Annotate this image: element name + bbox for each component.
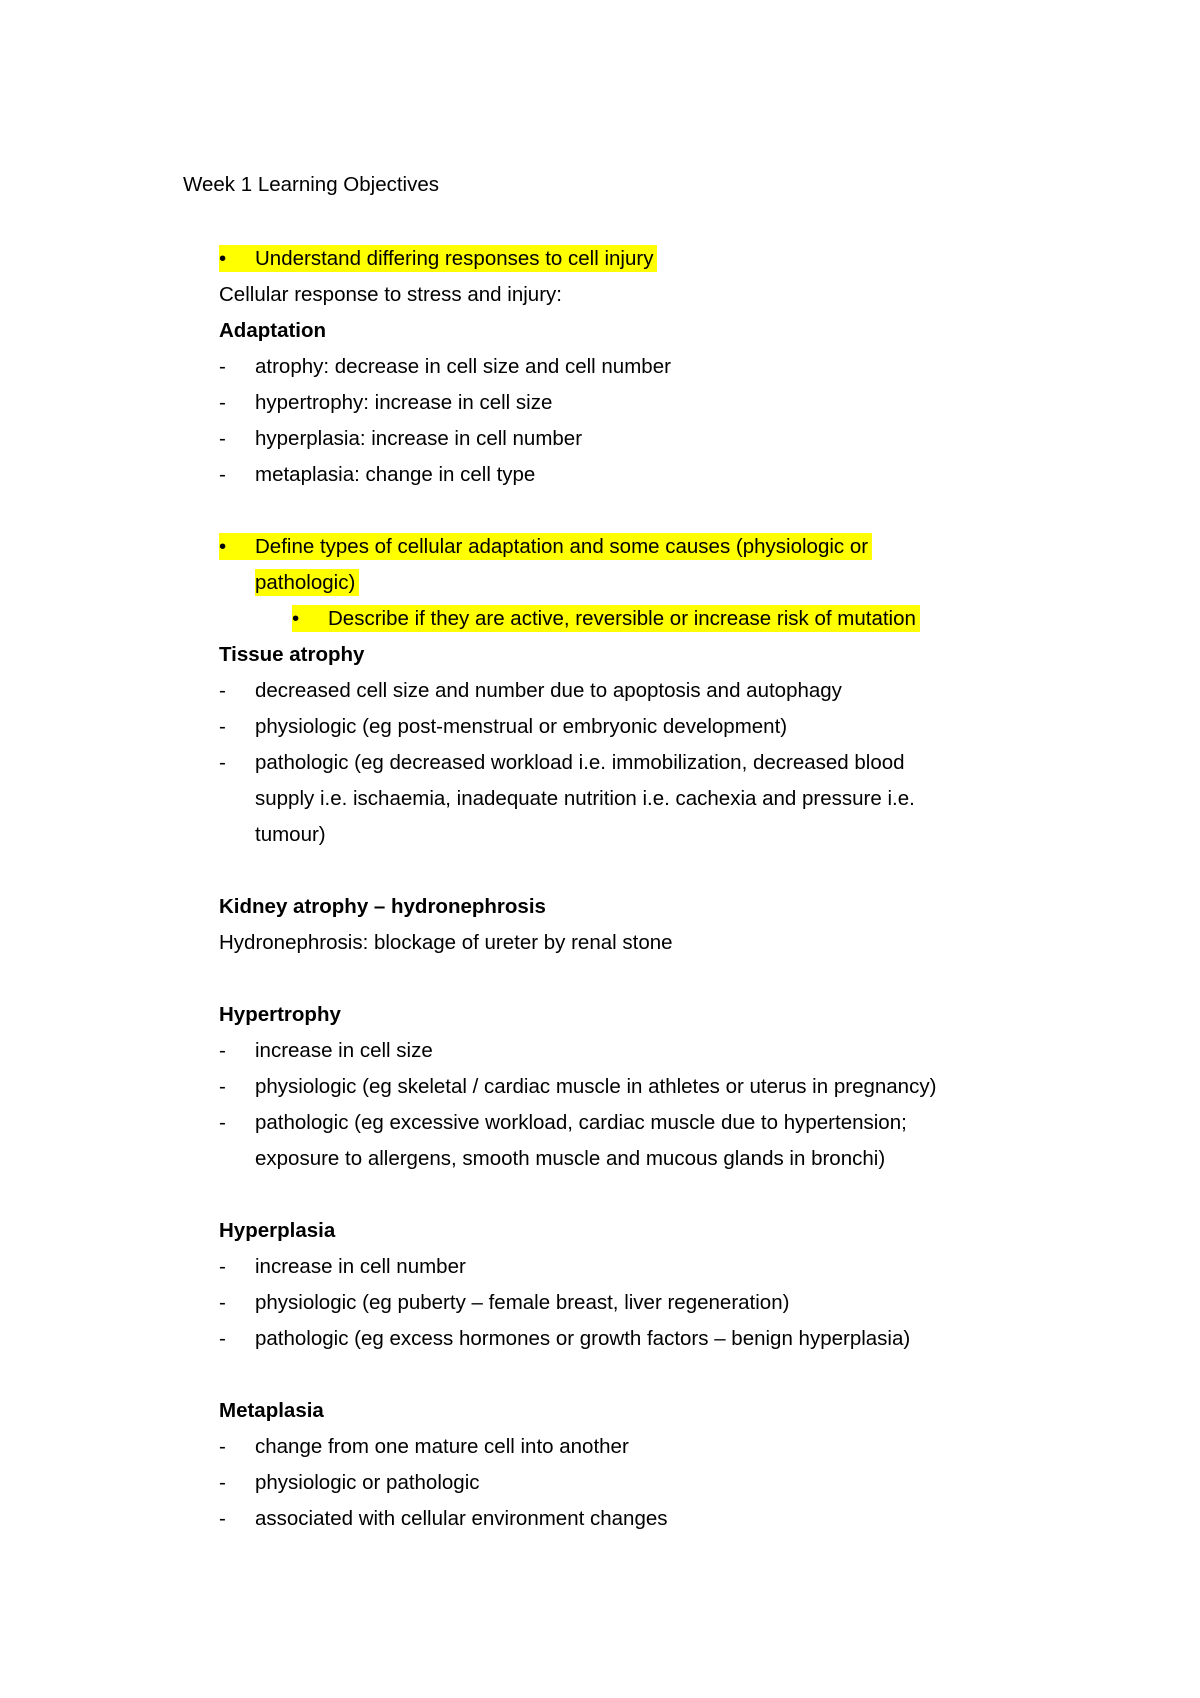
- list-item-text: hyperplasia: increase in cell number: [255, 427, 583, 450]
- objective-3-text: Describe if they are active, reversible or increase risk of mutation: [328, 607, 916, 630]
- list-item: [219, 1253, 466, 1281]
- tissue-atrophy-heading: Tissue atrophy: [219, 643, 365, 666]
- list-item-text: metaplasia: change in cell type: [255, 463, 536, 486]
- list-item-text: physiologic (eg post-menstrual or embryonic development): [255, 715, 788, 738]
- list-item-continuation: tumour): [255, 823, 326, 846]
- list-item: [219, 353, 671, 381]
- objective-3: [292, 605, 920, 633]
- bullet-icon: •: [292, 607, 300, 630]
- list-item: [219, 677, 842, 705]
- list-item-continuation: supply i.e. ischaemia, inadequate nutrition i.e. cachexia and pressure i.e.: [255, 787, 915, 810]
- dash-icon: -: [219, 1075, 226, 1098]
- dash-icon: -: [219, 391, 226, 414]
- list-item: [219, 713, 787, 741]
- list-item-text: atrophy: decrease in cell size and cell number: [255, 355, 671, 378]
- intro-text: Cellular response to stress and injury:: [219, 283, 562, 306]
- list-item-text: increase in cell number: [255, 1255, 466, 1278]
- dash-icon: -: [219, 355, 226, 378]
- page-title: Week 1 Learning Objectives: [183, 173, 440, 196]
- metaplasia-heading: Metaplasia: [219, 1399, 324, 1422]
- highlighted-objective-3: [292, 605, 920, 632]
- objective-2: [219, 533, 872, 561]
- dash-icon: -: [219, 1255, 226, 1278]
- list-item: [219, 749, 905, 777]
- list-item: [219, 1325, 910, 1353]
- dash-icon: -: [219, 1039, 226, 1062]
- list-item: [219, 1109, 907, 1137]
- list-item: [219, 1289, 789, 1317]
- dash-icon: -: [219, 427, 226, 450]
- objective-2-line2: pathologic): [255, 569, 359, 596]
- bullet-icon: •: [219, 535, 227, 558]
- dash-icon: -: [219, 715, 226, 738]
- objective-2-text: Define types of cellular adaptation and some causes (physiologic or: [255, 535, 869, 558]
- list-item: [219, 461, 535, 489]
- list-item: [219, 1469, 480, 1497]
- objective-1-text: Understand differing responses to cell injury: [255, 247, 654, 270]
- list-item-text: physiologic (eg puberty – female breast, liver regeneration): [255, 1291, 790, 1314]
- list-item-text: physiologic or pathologic: [255, 1471, 480, 1494]
- bullet-icon: •: [219, 247, 227, 270]
- list-item-text: associated with cellular environment changes: [255, 1507, 668, 1530]
- dash-icon: -: [219, 463, 226, 486]
- objective-1: [219, 245, 657, 273]
- hyperplasia-heading: Hyperplasia: [219, 1219, 336, 1242]
- list-item: [219, 1433, 629, 1461]
- dash-icon: -: [219, 679, 226, 702]
- dash-icon: -: [219, 1507, 226, 1530]
- adaptation-heading: Adaptation: [219, 319, 327, 342]
- list-item-text: change from one mature cell into another: [255, 1435, 629, 1458]
- dash-icon: -: [219, 751, 226, 774]
- list-item: [219, 1073, 936, 1101]
- list-item-text: increase in cell size: [255, 1039, 433, 1062]
- list-item: [219, 1505, 668, 1533]
- dash-icon: -: [219, 1327, 226, 1350]
- hypertrophy-heading: Hypertrophy: [219, 1003, 341, 1026]
- objective-2-continuation: [255, 569, 359, 597]
- dash-icon: -: [219, 1435, 226, 1458]
- dash-icon: -: [219, 1471, 226, 1494]
- dash-icon: -: [219, 1291, 226, 1314]
- highlighted-objective-1: [219, 245, 657, 272]
- kidney-text: Hydronephrosis: blockage of ureter by renal stone: [219, 931, 673, 954]
- dash-icon: -: [219, 1111, 226, 1134]
- list-item-text: decreased cell size and number due to apoptosis and autophagy: [255, 679, 842, 702]
- list-item-text: physiologic (eg skeletal / cardiac muscle in athletes or uterus in pregnancy): [255, 1075, 937, 1098]
- list-item: [219, 425, 582, 453]
- list-item: [219, 389, 552, 417]
- list-item-text: pathologic (eg excess hormones or growth factors – benign hyperplasia): [255, 1327, 911, 1350]
- list-item-continuation: exposure to allergens, smooth muscle and mucous glands in bronchi): [255, 1147, 886, 1170]
- list-item-text: hypertrophy: increase in cell size: [255, 391, 553, 414]
- list-item-text: pathologic (eg decreased workload i.e. immobilization, decreased blood: [255, 751, 905, 774]
- highlighted-objective-2: [219, 533, 872, 560]
- list-item-text: pathologic (eg excessive workload, cardiac muscle due to hypertension;: [255, 1111, 907, 1134]
- list-item: [219, 1037, 433, 1065]
- kidney-heading: Kidney atrophy – hydronephrosis: [219, 895, 546, 918]
